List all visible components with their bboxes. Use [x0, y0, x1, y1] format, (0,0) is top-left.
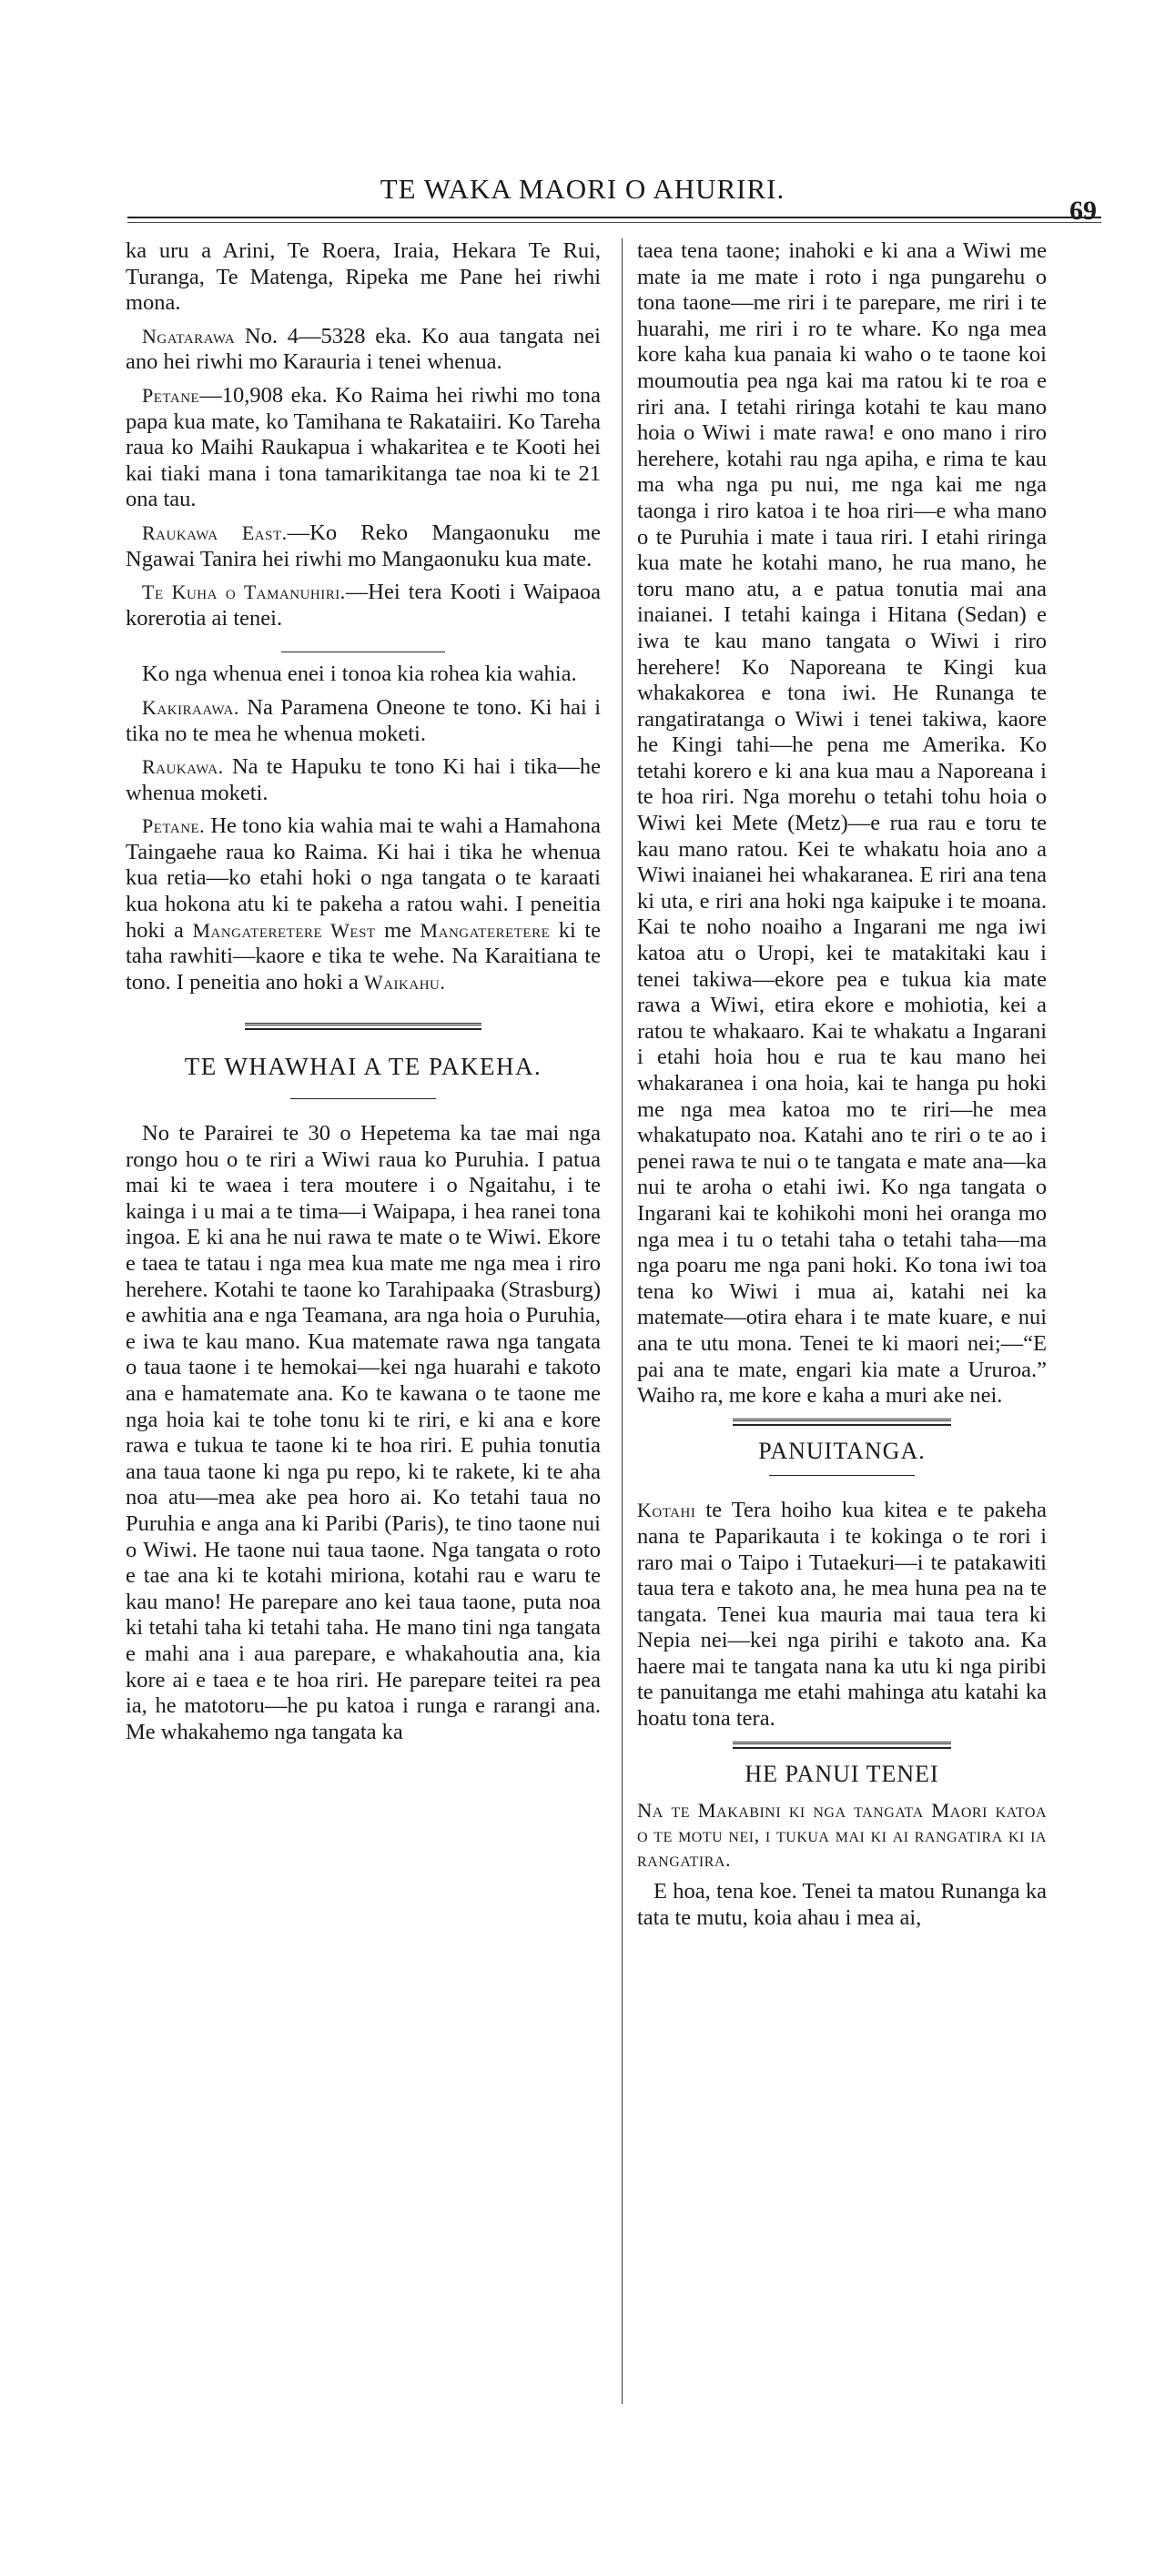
paragraph — [126, 324, 601, 376]
paragraph — [126, 813, 601, 995]
paragraph-text: Na Paramena Oneone te tono. Ki hai i tika no te mea he whenua moketi. — [126, 694, 601, 746]
paragraph: taea tena taone; inahoki e ki ana a Wiwi me mate ia me mate i roto i nga pungarehu o tona taone—me riri i te parepare, me riri i te huarahi, me riri i ro te whare. Ko nga mea kore kaha kua panaia ki waho o te taone koi moumoutia pea nga kai ma ratou ki te roa e riri ana. I tetahi riringa kotahi te kau mano hoia o Wiwi i mate rawa! e ono mano i riro herehere, kotahi rau nga apiha, e rima te kau ma wha nga pu nui, me nga kai me nga taonga i riro katoa i te hoa riri—e wha mano o te Puruhia i mate i taua riri. I etahi riringa kua mate he kotahi mano, he rua mano, he toru mano atu, a e patua tonutia mai ana inaianei. I tetahi kainga i Hitana (Sedan) e iwa te kau mano tangata o Wiwi i riro herehere! Ko Naporeana te Kingi kua whakakorea e tona iwi. He Runanga te rangatiratanga o Wiwi i tenei takiwa, kaore he Kingi tahi—he pena me Amerika. Ko tetahi korero e ki ana kua mau a Naporeana i te hoa riri. Nga morehu o tetahi tohu hoia o Wiwi kei Mete (Metz)—e rua rau e toru te kau mano ratou. Kei te whakatu hoia ano a Wiwi inaianei hei whakaranea. E riri ana tena ki uta, e riri ana hoki nga kaipuke i te moana. Kai te noho noaiho a Ingarani me nga iwi katoa atu o Uropi, kei te matakitaki kau i tenei takiwa—ekore pea e tukua kia mate rawa a Wiwi, etira ekore e mohiotia, kei a ratou te whakaaro. Kai te whakatu a Ingarani i etahi hoia hou e rua te kau mano hei whakaranea i ona hoia, kai te hanga pu hoki me nga mea katoa mo te riri—he mea whakatupato noa. Katahi ano te riri o te ao i penei rawa te nui o te tangata e mate ana—ka nui te aroha o etahi iwi. Ko nga tangata o Ingarani kai te kohikohi moni hei oranga mo nga mea i tu o tetahi taha o tetahi taha—ma nga poaru me nga pani hoki. Ko tona iwi toa tena ko Wiwi i mua ai, katahi nei ka matemate—otira ehara i te mate kuare, e nui ana te utu mona. Tenei te ki maori nei;—“E pai ana te mate, engari kia mate a Ururoa.” Waiho ra, me kore e kaha a muri ake nei. — [637, 238, 1047, 1409]
paragraph-heading: Petane. — [142, 814, 206, 838]
paragraph — [637, 1498, 1047, 1732]
paragraph — [126, 580, 601, 631]
title-underline — [769, 1475, 915, 1476]
header-rule — [127, 217, 1101, 218]
paragraph-text: No. 4—5328 eka. Ko aua tangata nei ano hei riwhi mo Karauria i tenei whenua. — [126, 323, 601, 375]
paragraph-heading: Raukawa. — [142, 755, 224, 779]
paragraph-heading: Petane — [142, 383, 200, 407]
page-number: 69 — [1069, 196, 1097, 226]
paragraph: E hoa, tena koe. Tenei ta matou Runanga ka tata te mutu, koia ahau i mea ai, — [637, 1879, 1047, 1930]
title-underline — [290, 1098, 436, 1099]
paragraph — [126, 520, 601, 572]
column-divider — [622, 238, 623, 2404]
paragraph-text: Na te Hapuku te tono Ki hai i tika—he whenua moketi. — [126, 754, 601, 805]
paragraph — [126, 695, 601, 747]
paragraph-text: —Ko Reko Mangaonuku me Ngawai Tanira hei riwhi mo Mangaonuku kua mate. — [126, 520, 602, 571]
paragraph: Ko nga whenua enei i tonoa kia rohea kia wahia. — [142, 662, 577, 687]
notice-lead: Na te Makabini ki nga tangata Maori katoa o te motu nei, i tukua mai ki ai rangatira ki ia rangatira. — [637, 1799, 1047, 1872]
paragraph — [126, 383, 601, 513]
paragraph: No te Parairei te 30 o Hepetema ka tae mai nga rongo hou o te riri a Wiwi raua ko Puruhia. I patua mai ki te waea i tera moutere i o Ngaitahu, i te kainga i u mai a te tima—i Waipapa, i hea ranei tona ingoa. E ki ana he nui rawa te mate o te Wiwi. Ekore e taea te tatau i nga mea kua mate me nga mea i riro herehere. Kotahi te taone ko Tarahipaaka (Strasburg) e awhitia ana e nga Teamana, ara nga hoia o Puruhia, e iwa te kau mano. Kua matemate rawa nga tangata o taua taone i te hemokai—kei nga huarahi e takoto ana e hamatemate ana. Ko te kawana o te taone me nga hoia kai te tohe tonu ki te riri, e ki ana e kore rawa e tukua te taone ki te hoa riri. E puhia tonutia ana taua taone ki nga pu repo, ki te rakete, ki te aha noa atu—mea ake pea horo ai. Ko tetahi taua no Puruhia e anga ana ki Paribi (Paris), te tino taone nui o Wiwi. He taone nui taua taone. Nga tangata o roto e tae ana ki te kotahi miriona, kotahi rau e waru te kau mano! He parepare ano kei taua taone, puta noa ki tetahi taha ki tetahi taha. He mano tini nga tangata e mahi ana i aua parepare, e whakahoutia ana, kia kore ai e taea e te hoa riri. He parepare teitei ra pea ia, he matotoru—he pu katoa i runga e rarangi ana. Me whakahemo nga tangata ka — [126, 1121, 601, 1744]
paragraph-text: me — [375, 917, 420, 943]
paragraph-text: He tono kia wahia mai te wahi a Hamahona Taingaehe raua ko Raima. Ki hai i tika he whenua kua retia—ko etahi hoki o nga tangata o te karaati kua hokona atu ki te pakeha a ratou wahi. I peneitia hoki a — [126, 813, 601, 943]
paragraph-text: te Tera hoiho kua kitea e te pakeha nana te Paparikauta i te kokinga o te rori i raro mai o Taipo i Tutaekuri—i te patakawiti taua tera e takoto ana, he mea huna pea na te tangata. Tenei kua mauria mai taua tera ki Nepia nei—kei nga pirihi e takoto ana. Ka haere mai te tangata nana ka utu ki nga piribi te panuitanga me etahi mahinga atu katahi ka hoatu tona tera. — [637, 1498, 1047, 1732]
paragraph-text: ki te taha rawhiti—kaore e tika te wehe. Na Karaitiana te tono. I peneitia ano hoki a — [126, 917, 602, 995]
paragraph: ka uru a Arini, Te Roera, Iraia, Hekara Te Rui, Turanga, Te Matenga, Ripeka me Pane hei riwhi mona. — [126, 238, 601, 316]
section-title-war: TE WHAWHAI A TE PAKEHA. — [184, 1053, 542, 1081]
right-column — [637, 238, 1047, 1938]
place-name: Mangateretere — [420, 918, 551, 942]
place-name: Waikahu. — [363, 970, 446, 994]
paragraph-heading: Raukawa East. — [142, 520, 288, 544]
left-column — [126, 238, 601, 1753]
section-divider — [733, 1419, 951, 1426]
paragraph — [126, 754, 601, 806]
paragraph-text: —10,908 eka. Ko Raima hei riwhi mo tona papa kua mate, ko Tamihana te Rakataiiri. Ko Tareha raua ko Maihi Raukapua i whakaritea e te Kooti hei kai tiaki mana i tona tamarikitanga tae noa ki te 21 ona tau. — [126, 382, 601, 512]
section-title-notice: PANUITANGA. — [758, 1437, 926, 1464]
paragraph-text: —Hei tera Kooti i Waipaoa korerotia ai tenei. — [126, 580, 601, 631]
section-title-panui: HE PANUI TENEI — [745, 1760, 939, 1787]
paragraph-heading: Te Kuha o Tamanuhiri. — [142, 581, 346, 604]
paragraph-heading: Ngatarawa — [142, 324, 236, 348]
paragraph-heading: Kakiraawa. — [142, 695, 239, 719]
page-header-title: TE WAKA MAORI O AHURIRI. — [380, 173, 785, 205]
header-rule-thin — [127, 222, 1101, 223]
paragraph-heading: Kotahi — [637, 1499, 696, 1522]
place-name: Mangateretere West — [192, 918, 376, 942]
section-divider — [733, 1742, 951, 1749]
section-divider — [245, 1023, 481, 1030]
